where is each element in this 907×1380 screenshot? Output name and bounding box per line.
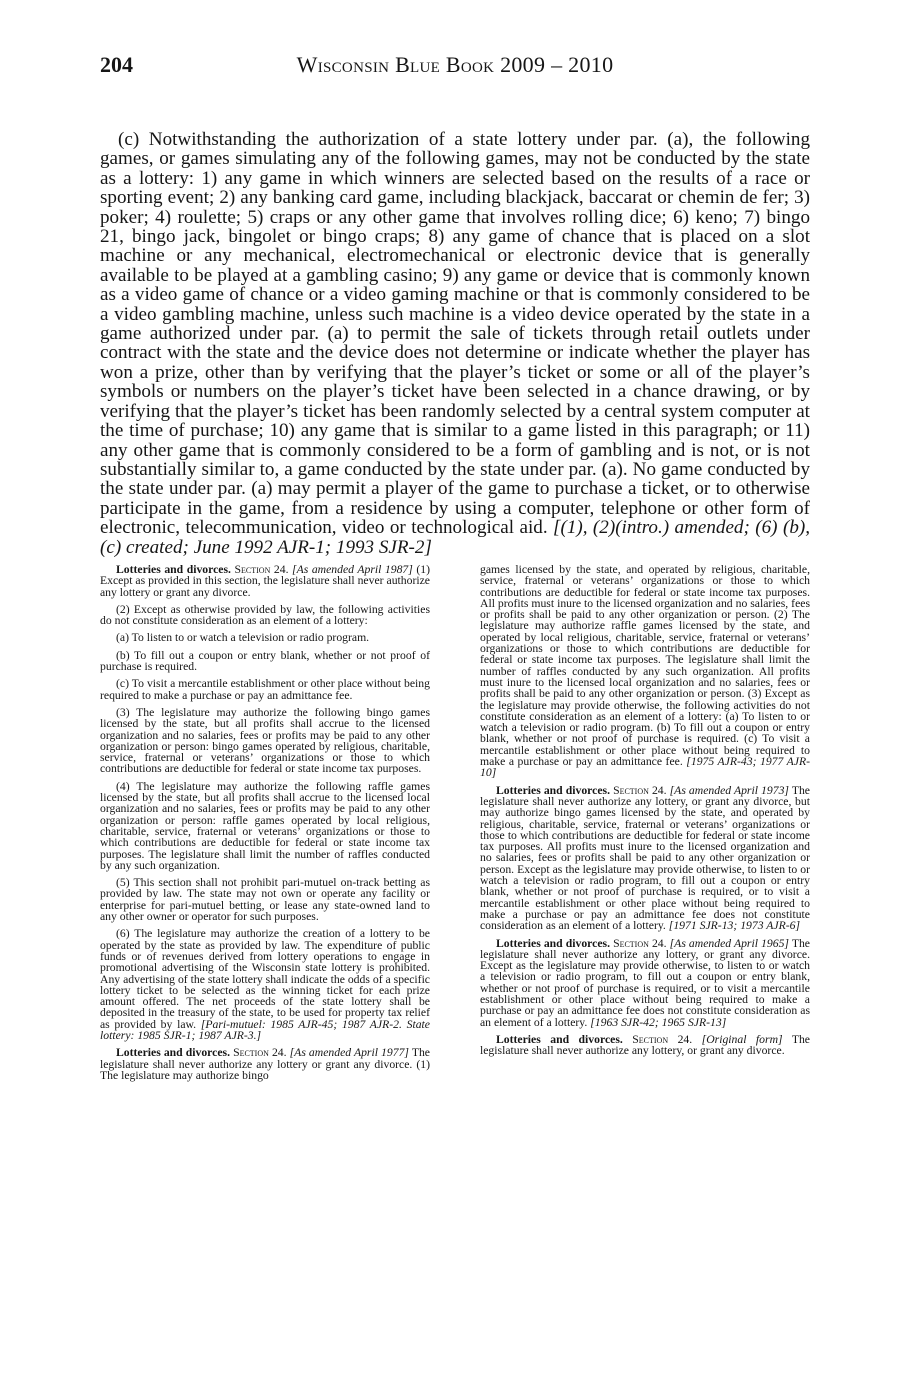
section-entry-1977-continued bbox=[480, 564, 810, 779]
amendment-note: [Original form] bbox=[701, 1032, 783, 1046]
history-note: [1963 SJR-42; 1965 SJR-13] bbox=[590, 1015, 727, 1029]
paragraph-6-text: (6) The legislature may authorize the creation of a lottery to be operated by the state as provided by law. The expenditure of public funds or of revenues derived from lottery operations to engage in promotional advertising of the Wisconsin state lottery is prohibited. Any advertising of the state lottery shall indicate the odds of a specific lottery ticket to be selected as the winning ticket for each prize amount offered. The net proceeds of the state lottery shall be deposited in the treasury of the state, to be used for property tax relief as provided by law. bbox=[100, 927, 430, 1031]
paragraph-3: (3) The legislature may authorize the following bingo games licensed by the state, but all profits shall accrue to the licensed organization and no salaries, fees or profits may be paid to any other organization or person: bingo games operated by religious, charitable, service, fraternal or veterans’ organizations or those to which contributions are deductible for federal or state income tax purposes. bbox=[100, 705, 430, 776]
running-title: Wisconsin Blue Book 2009 – 2010 bbox=[296, 52, 614, 77]
paragraph-2: (2) Except as otherwise provided by law, the following activities do not constitute consideration as an element of a lottery: bbox=[100, 602, 430, 628]
amendment-note: [As amended April 1987] bbox=[292, 563, 413, 576]
section-entry-original bbox=[480, 1034, 810, 1057]
entry-body: (1) Except as provided in this section, the legislature shall never authorize any lottery or grant any divorce. bbox=[100, 563, 431, 599]
section-entry-1987 bbox=[100, 564, 430, 598]
right-column bbox=[480, 564, 810, 1062]
paragraph-4: (4) The legislature may authorize the following raffle games licensed by the state, but all profits shall accrue to the licensed local organization and no salaries, fees or profits may be paid to any other organization or person: raffle games operated by local religious, charitable, service, fraternal or veterans’ organizations or those to which contributions are deductible for federal or state income tax purposes. The legislature shall limit the number of raffles conducted by any such organization. bbox=[100, 779, 430, 872]
entry-heading: Lotteries and divorces. bbox=[496, 1032, 623, 1046]
intro-history-note: [(1), (2)(intro.) amended; (6) (b), (c) created; June 1992 AJR-1; 1993 SJR-2] bbox=[100, 517, 810, 558]
page-header bbox=[100, 52, 810, 82]
section-entry-1977 bbox=[100, 1047, 430, 1081]
entry-body: The legislature shall never authorize any lottery, or grant any divorce, but may authorize bingo games licensed by the state, and operated by religious, charitable, service, fraternal or veterans’ organizations or those to which contributions are deductible for federal or state income tax purposes. All profits must inure to the licensed organization and no salaries, fees or profits shall be paid to any other organization or person. Except as the legislature may provide otherwise, to listen to or watch a television or radio program, to fill out a coupon or entry blank, whether or not proof of purchase is required, or to visit a mercantile establishment or other place without being required to make a purchase or pay an admittance fee does not constitute consideration as an element of a lottery. bbox=[480, 783, 810, 933]
amendment-note: [As amended April 1977] bbox=[289, 1046, 409, 1060]
entry-body: The legislature shall never authorize any lottery, or grant any divorce. bbox=[480, 1032, 810, 1058]
paragraph-2c: (c) To visit a mercantile establishment or other place without being required to make a purchase or pay an admittance fee. bbox=[100, 677, 430, 702]
section-label: Section 24. bbox=[613, 783, 667, 797]
paragraph-2b: (b) To fill out a coupon or entry blank, whether or not proof of purchase is required. bbox=[100, 648, 430, 674]
entry-heading: Lotteries and divorces. bbox=[116, 1046, 230, 1060]
section-label: Section 24. bbox=[632, 1032, 693, 1046]
history-note: [1971 SJR-13; 1973 AJR-6] bbox=[668, 919, 801, 933]
page-number: 204 bbox=[100, 52, 133, 77]
paragraph-6-note: [Pari-mutuel: 1985 AJR-45; 1987 AJR-2. State lottery: 1985 SJR-1; 1987 AJR-3.] bbox=[100, 1017, 430, 1042]
paragraph-6 bbox=[100, 928, 430, 1041]
entry-heading: Lotteries and divorces. bbox=[116, 563, 231, 576]
section-label: Section 24. bbox=[234, 563, 289, 576]
intro-text: (c) Notwithstanding the authorization of a state lottery under par. (a), the following games, or games simulating any of the following games, may not be conducted by the state as a lottery: 1) any game in which winners are selected based on the results of a race or sporting event; 2) any banking card game, including blackjack, baccarat or chemin de fer; 3) poker; 4) roulette; 5) craps or any other game that involves rolling dice; 6) keno; 7) bingo 21, bingo jack, bingolet or bingo craps; 8) any game of chance that is placed on a slot machine or any mechanical, electromechanical or electronic device that is generally available to be played at a gambling casino; 9) any game or device that is commonly known as a video game of chance or a video gaming machine or that is commonly considered to be a video gambling machine, unless such machine is a video device operated by the state in a game authorized under par. (a) to permit the sale of tickets through retail outlets under contract with the state and the device does not determine or indicate whether the player has won a prize, other than by verifying that the player’s ticket or some or all of the player’s symbols or numbers on the player’s ticket have been selected in a chance drawing, or by verifying that the player’s ticket has been randomly selected by a central system computer at the time of purchase; 10) any game that is similar to a game listed in this paragraph; or 11) any other game that is commonly considered to be a form of gambling and is not, or is not substantially similar to, a game conducted by the state under par. (a). No game conducted by the state under par. (a) may permit a player of the game to purchase a ticket, or to otherwise participate in the game, from a residence by using a computer, telephone or other form of electronic, telecommunication, video or technological aid. bbox=[100, 129, 810, 539]
entry-heading: Lotteries and divorces. bbox=[496, 783, 610, 797]
section-entry-1973 bbox=[480, 785, 810, 932]
entry-body: games licensed by the state, and operated by religious, charitable, service, fraternal or veterans’ organizations or those to which contributions are deductible for federal or state income tax purposes. All profits must inure to the licensed organization and no salaries, fees or profits shall be paid to any other organization or person. (2) The legislature may authorize raffle games licensed by the state, and operated by local religious, charitable, service, fraternal or veterans’ organizations or those to which contributions are deductible for federal or state income tax purposes. The legislature shall limit the number of raffles conducted by any such organization. All profits must inure to the licensed local organization and no salaries, fees or profits shall be paid to any other organization or person. (3) Except as the legislature may provide otherwise, the following activities do not constitute consideration as an element of a lottery: (a) To listen to or watch a television or radio program. (b) To fill out a coupon or entry blank, whether or not proof of purchase is required. (c) To visit a mercantile establishment or other place without being required to make a purchase or pay an admittance fee. bbox=[480, 563, 810, 769]
entry-body: The legislature shall never authorize any lottery, or grant any divorce. Except as the legislature may provide otherwise, to listen to or watch a television or radio program, to fill out a coupon or entry blank, whether or not proof of purchase is required, or to visit a mercantile establishment or other place without being required to make a purchase or pay an admittance fee does not constitute consideration as an element of a lottery. bbox=[480, 936, 810, 1029]
amendment-note: [As amended April 1965] bbox=[669, 936, 789, 950]
paragraph-2a: (a) To listen to or watch a television or radio program. bbox=[116, 631, 370, 645]
section-entry-1965 bbox=[480, 938, 810, 1028]
entry-heading: Lotteries and divorces. bbox=[496, 936, 610, 950]
entry-body: The legislature shall never authorize any lottery or grant any divorce. (1) The legislature may authorize bingo bbox=[100, 1046, 430, 1082]
left-column bbox=[100, 564, 430, 1087]
history-note: [1975 AJR-43; 1977 AJR-10] bbox=[480, 755, 811, 780]
intro-paragraph bbox=[100, 130, 810, 557]
paragraph-5: (5) This section shall not prohibit pari-mutuel on-track betting as provided by law. The state may not own or operate any facility or enterprise for pari-mutuel betting, or lease any state-owned land to any other owner or operator for such purposes. bbox=[100, 876, 430, 924]
section-label: Section 24. bbox=[233, 1046, 287, 1060]
amendment-note: [As amended April 1973] bbox=[669, 783, 789, 797]
section-label: Section 24. bbox=[613, 936, 667, 950]
